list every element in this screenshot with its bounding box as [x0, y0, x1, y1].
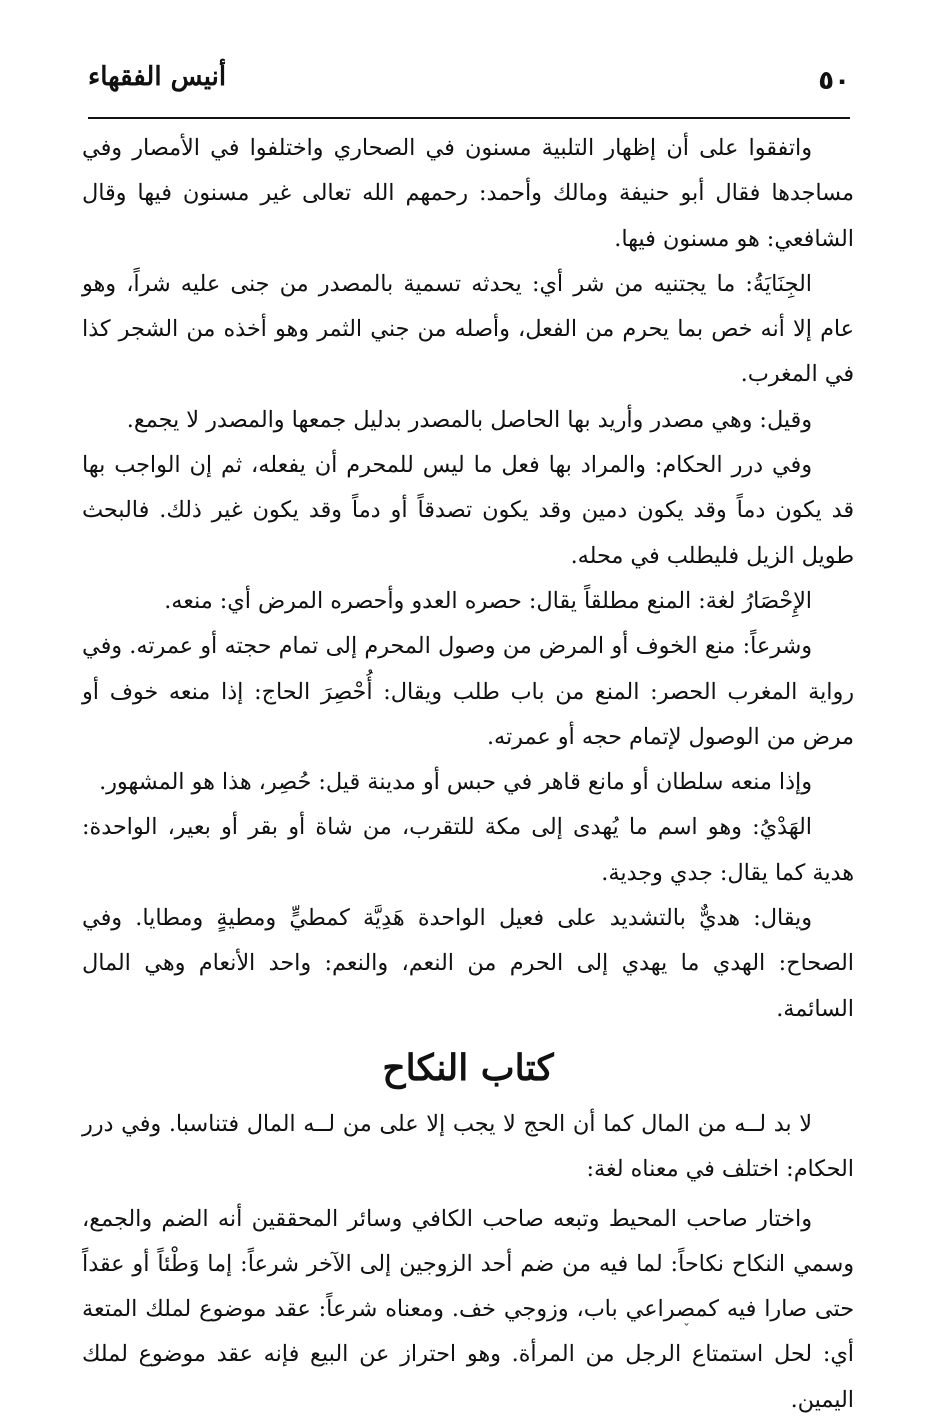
- paragraph-ihsar-lugha: الإِحْصَارُ لغة: المنع مطلقاً يقال: حصره العدو وأحصره المرض أي: منعه.: [164, 587, 812, 614]
- footer-mark: ˇ: [683, 1322, 690, 1338]
- paragraph-talbiya: واتفقوا على أن إظهار التلبية مسنون في الصحاري واختلفوا في الأمصار وفي مساجدها فقال أبو حنيفة ومالك وأحمد: رحمهم الله تعالى غير مسنون فيها وقال الشافعي: هو مسنون فيها.: [82, 135, 854, 252]
- chapter-heading: كتاب النكاح: [382, 1046, 554, 1089]
- paragraph-jinaya-definition: الجِنَايَةُ: ما يجتنيه من شر أي: يحدثه تسمية بالمصدر من جنى عليه شراً، وهو عام إلا أنه خص بما يحرم من الفعل، وأصله من جني الثمر وهو أخذه من الشجر كذا في المغرب.: [82, 270, 854, 388]
- book-title: أنيس الفقهاء: [88, 62, 227, 92]
- paragraph-hadiyy: ويقال: هديٌّ بالتشديد على فعيل الواحدة هَدِيَّة كمطيٍّ ومطيةٍ ومطايا. وفي الصحاح: الهدي ما يهدي إلى الحرم من النعم، والنعم: واحد الأنعام وهي المال السائمة.: [82, 905, 854, 1022]
- paragraph-hady: الهَدْيُ: وهو اسم ما يُهدى إلى مكة للتقرب، من شاة أو بقر أو بعير، الواحدة: هدية كما يقال: جدي وجدية.: [82, 814, 854, 886]
- paragraph-ihsar-shar: وشرعاً: منع الخوف أو المرض من وصول المحرم إلى تمام حجته أو عمرته. وفي رواية المغرب الحصر: المنع من باب طلب ويقال: أُحْصِرَ الحاج: إذا منعه خوف أو مرض من الوصول لإتمام حجه أو عمرته.: [82, 633, 854, 750]
- paragraph-durar-hukkam: وفي درر الحكام: والمراد بها فعل ما ليس للمحرم أن يفعله، ثم إن الواجب بها قد يكون دماً وقد يكون دمين وقد يكون تصدقاً أو دماً وقد يكون غير ذلك. فالبحث طويل الزيل فليطلب في محله.: [82, 452, 854, 569]
- paragraph-jinaya-masdar: وقيل: وهي مصدر وأريد بها الحاصل بالمصدر بدليل جمعها والمصدر لا يجمع.: [126, 406, 812, 433]
- page-number: ٥٠: [818, 66, 850, 96]
- page-header: [88, 52, 850, 108]
- header-rule: [88, 117, 850, 119]
- page-body: [82, 126, 854, 1423]
- paragraph-husir: وإذا منعه سلطان أو مانع قاهر في حبس أو مدينة قيل: حُصِر، هذا هو المشهور.: [99, 769, 812, 796]
- paragraph-nikah-meaning: واختار صاحب المحيط وتبعه صاحب الكافي وسائر المحققين أنه الضم والجمع، وسمي النكاح نكاحاً: لما فيه من ضم أحد الزوجين إلى الآخر شرعاً: إما وَطْئاً أو عقداً حتى صارا فيه كمصراعي باب، وزوجي خف. ومعناه شرعاً: عقد موضوع لملك المتعة أي: لحل استمتاع الرجل من المرأة. وهو احتراز عن البيع فإنه عقد موضوع لملك اليمين.: [82, 1205, 854, 1413]
- paragraph-nikah-intro: لا بد لــه من المال كما أن الحج لا يجب إلا على من لــه المال فتناسبا. وفي درر الحكام: اختلف في معناه لغة:: [82, 1110, 854, 1183]
